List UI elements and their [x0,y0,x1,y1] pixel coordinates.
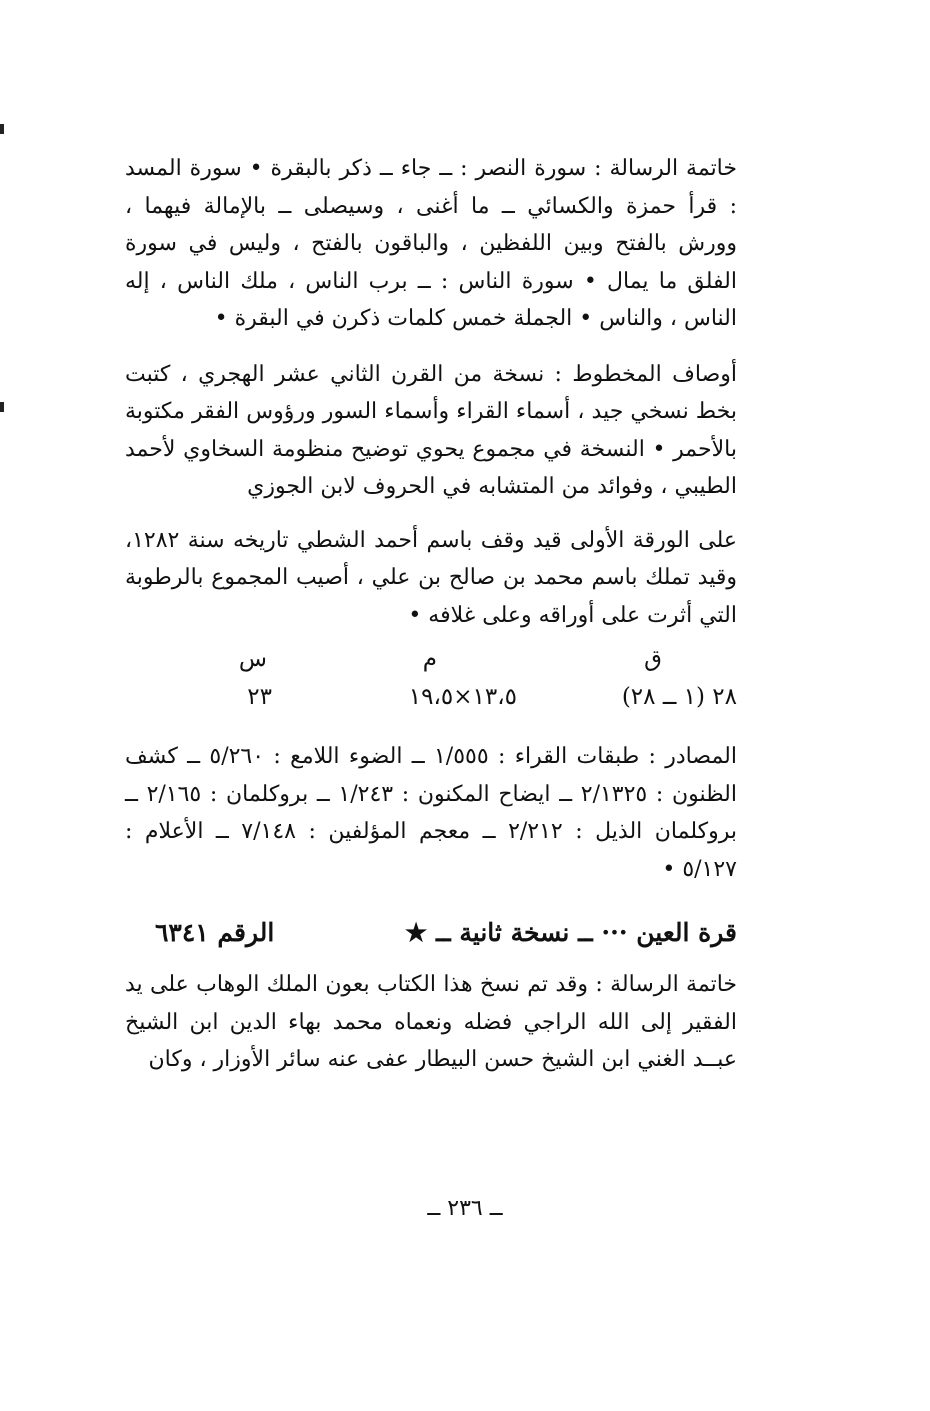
value-folios: ٢٨ (١ ــ ٢٨) [621,684,737,710]
entry-heading [125,908,737,966]
paragraph-second-copy-colophon: خاتمة الرسالة : وقد تم نسخ هذا الكتاب بعون الملك الوهاب على يد الفقير إلى الله الراجي فضله ونعماه محمد بهاء الدين ابن الشيخ عبــد الغني ابن الشيخ حسن البيطار عفى عنه سائر الأوزار ، وكان [125,972,737,1072]
paragraph-waqf-note: على الورقة الأولى قيد وقف باسم أحمد الشطي تاريخه سنة ١٢٨٢، وقيد تملك باسم محمد بن صالح بن علي ، أصيب المجموع بالرطوبة التي أثرت على أوراقه وعلى غلافه • [125,527,737,628]
header-folios: ق [644,646,662,672]
paragraph-sources: المصادر : طبقات القراء : ١/٥٥٥ ــ الضوء اللامع : ٥/٢٦٠ ــ كشف الظنون : ٢/١٣٢٥ ــ ايضاح المكنون : ١/٢٤٣ ــ بروكلمان : ٢/١٦٥ ــ بروكلمان الذيل : ٢/٢١٢ ــ معجم المؤلفين : ٧/١٤٨ ــ الأعلام : ٥/١٢٧ • [125,744,737,882]
edge-mark-middle [0,402,4,412]
page-number: ــ ٢٣٦ ــ [427,1196,503,1221]
entry-title: قرة العين ··· ــ نسخة ثانية ــ ★ [404,918,737,947]
manuscript-measurements-table [125,642,737,738]
header-dimensions: م [422,646,437,672]
value-dimensions: ١٣،٥×١٩،٥ [408,684,517,710]
paragraph-khatimat-al-risala: خاتمة الرسالة : سورة النصر : ــ جاء ــ ذكر بالبقرة • سورة المسد : قرأ حمزة والكسائي ــ ما أغنى ، وسيصلى ــ بالإمالة فيهما ، وورش بالفتح وبين اللفظين ، والباقون بالفتح ، وليس في سورة الفلق ما يمال • سورة الناس : ــ برب الناس ، ملك الناس ، إله الناس ، والناس • الجملة خمس كلمات ذكرن في البقرة • [125,156,737,331]
value-lines: ٢٣ [247,684,272,710]
edge-mark-top [0,124,4,134]
entry-number: الرقم ٦٣٤١ [155,918,275,947]
page-body [125,150,737,1079]
header-lines: س [238,646,267,672]
paragraph-manuscript-description: أوصاف المخطوط : نسخة من القرن الثاني عشر الهجري ، كتبت بخط نسخي جيد ، أسماء القراء وأسماء السور ورؤوس الفقر مكتوبة بالأحمر • النسخة في مجموع يحوي توضيح منظومة السخاوي لأحمد الطيبي ، وفوائد من المتشابه في الحروف لابن الجوزي [125,361,737,499]
